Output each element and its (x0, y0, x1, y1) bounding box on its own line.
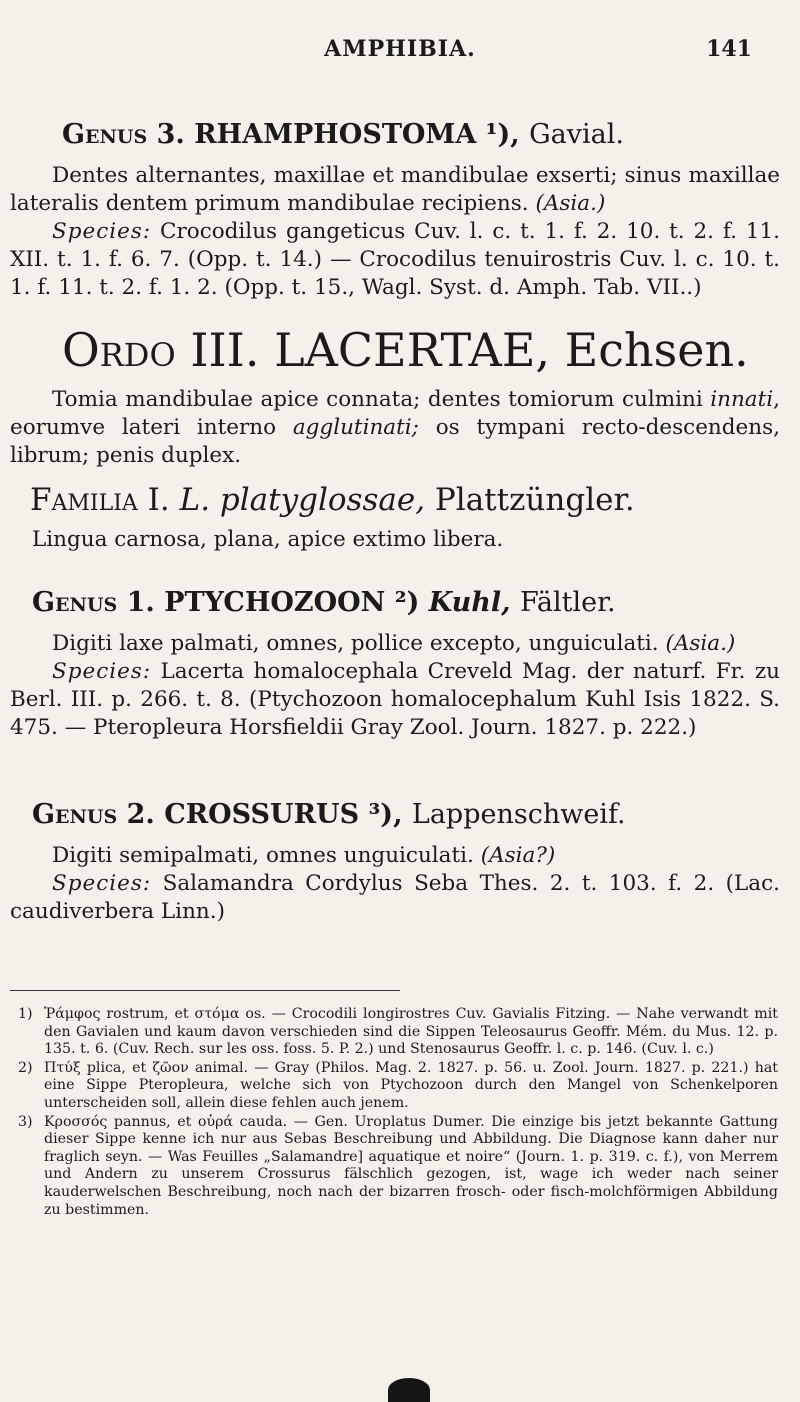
genus-1-name: PTYCHOZOON ²) (164, 587, 420, 618)
genus-3-diagnosis: Dentes alternantes, maxillae et mandibulae exserti; sinus maxillae lateralis dentem primum mandibulae recipiens. (10, 163, 780, 216)
footnote-number: 1) (18, 1006, 33, 1022)
genus-3-common: Gavial. (529, 119, 624, 150)
ordo-heading (10, 320, 780, 380)
ordo-diag-text: Tomia mandibulae apice connata; dentes tomiorum culmini (52, 387, 703, 412)
genus-2-heading (10, 798, 780, 832)
genus-3-name: RHAMPHOSTOMA ¹), (194, 119, 520, 150)
genus-3-heading (10, 118, 780, 152)
ordo-name: LACERTAE, (274, 323, 551, 377)
ordo-diagnosis (10, 386, 780, 470)
genus-1-common: Fältler. (519, 587, 616, 618)
genus-3-region: (Asia.) (535, 191, 606, 216)
running-title: AMPHIBIA. (324, 36, 476, 62)
ink-blot (388, 1378, 430, 1402)
ordo-common: Echsen. (564, 323, 749, 377)
footnote-number: 3) (18, 1113, 33, 1130)
footnote-text: Κροσσός pannus, et οὐρά cauda. — Gen. Uroplatus Dumer. Die einzige bis jetzt bekannte Gattung dieser Sippe kenne ich nur aus Sebas Beschreibung und Abbildung. Die Diagnose kann daher nur fraglich seyn. — Was Feuilles „Salamandre] aquatique et noire“ (Journ. 1. p. 319. c. f.), von Merrem und Andern zu unserem Crossurus fälschlich gezogen, ist, wage ich weder nach seiner kauderwelschen Beschreibung, noch nach der bizarren frosch- oder fisch-molchförmigen Abbildung zu bestimmen. (44, 1113, 778, 1218)
familia-common: Plattzüngler. (434, 482, 635, 518)
ordo-diag-text-3: os tympani recto-descendens, librum; penis duplex. (10, 415, 780, 468)
genus-3-species-label: Species: (52, 219, 152, 244)
footnote (18, 1060, 778, 1113)
genus-2-species-label: Species: (52, 871, 152, 896)
genus-1-diagnosis: Digiti laxe palmati, omnes, pollice excepto, unguiculati. (52, 631, 659, 656)
page-number: 141 (706, 36, 752, 62)
genus-3-species: Crocodilus gangeticus (160, 219, 406, 244)
genus-3-description (10, 162, 780, 302)
familia-diagnosis: Lingua carnosa, plana, apice extimo libera. (32, 527, 504, 552)
familia-name: L. platyglossae, (179, 482, 426, 518)
genus-3-species-refs: Cuv. l. c. t. 1. f. 2. 10. t. 2. f. 11. XII. t. 1. f. 6. 7. (Opp. t. 14.) — Crocodilus tenuirostris Cuv. l. c. 10. t. 1. f. 11. t. 2. f. 1. 2. (Opp. t. 15., Wagl. Syst. d. Amph. Tab. VII..) (10, 219, 780, 300)
genus-2-common: Lappenschweif. (411, 799, 626, 830)
familia-label: Familia I. (30, 482, 170, 518)
familia-heading (10, 480, 780, 520)
footnotes (18, 1006, 778, 1220)
footnote-number: 2) (18, 1059, 33, 1076)
ordo-diag-agglutinati: agglutinati; (292, 415, 419, 440)
genus-2-region: (Asia?) (480, 843, 556, 868)
ordo-label: Ordo III. (62, 323, 260, 377)
ordo-diag-innati: innati (710, 387, 774, 412)
genus-2-description (10, 842, 780, 926)
genus-1-species-label: Species: (52, 659, 152, 684)
genus-2-species: Salamandra Cordylus Seba Thes. 2. t. 103. f. 2. (Lac. caudiverbera Linn.) (10, 871, 780, 924)
footnote-rule (10, 990, 400, 991)
genus-1-heading (10, 586, 780, 620)
genus-1-species: Lacerta homalocephala Creveld Mag. der naturf. Fr. zu Berl. III. p. 266. t. 8. (Ptychozoon homalocephalum Kuhl Isis 1822. S. 475. — Pteropleura Horsfieldii Gray Zool. Journ. 1827. p. 222.) (10, 659, 780, 740)
genus-1-label: Genus 1. (32, 587, 155, 618)
genus-2-label: Genus 2. (32, 799, 155, 830)
genus-2-name: CROSSURUS ³), (164, 799, 403, 830)
ordo-diag-text-2: , eorumve lateri interno (10, 387, 780, 440)
genus-3-label: Genus 3. (62, 119, 185, 150)
footnote-text: Πτύξ plica, et ζῶον animal. — Gray (Philos. Mag. 2. 1827. p. 56. u. Zool. Journ. 1827. p. 221.) hat eine Sippe Pteropleura, welche sich von Ptychozoon durch den Mangel von Schenkelporen unterscheiden soll, allein diese fehlen auch jenem. (44, 1059, 778, 1111)
genus-1-author: Kuhl, (428, 587, 511, 618)
genus-1-description (10, 630, 780, 742)
genus-1-region: (Asia.) (665, 631, 736, 656)
footnote-text: Ῥάμφος rostrum, et στόμα os. — Crocodili longirostres Cuv. Gavialis Fitzing. — Nahe verwandt mit den Gavialen und kaum davon verschieden sind die Sippen Teleosaurus Geoffr. Mém. du Mus. 12. p. 135. t. 6. (Cuv. Rech. sur les oss. foss. 5. P. 2.) und Stenosaurus Geoffr. l. c. p. 146. (Cuv. l. c.) (44, 1006, 778, 1058)
footnote (18, 1114, 778, 1220)
running-head (0, 36, 800, 72)
genus-2-diagnosis: Digiti semipalmati, omnes unguiculati. (52, 843, 474, 868)
footnote (18, 1006, 778, 1059)
